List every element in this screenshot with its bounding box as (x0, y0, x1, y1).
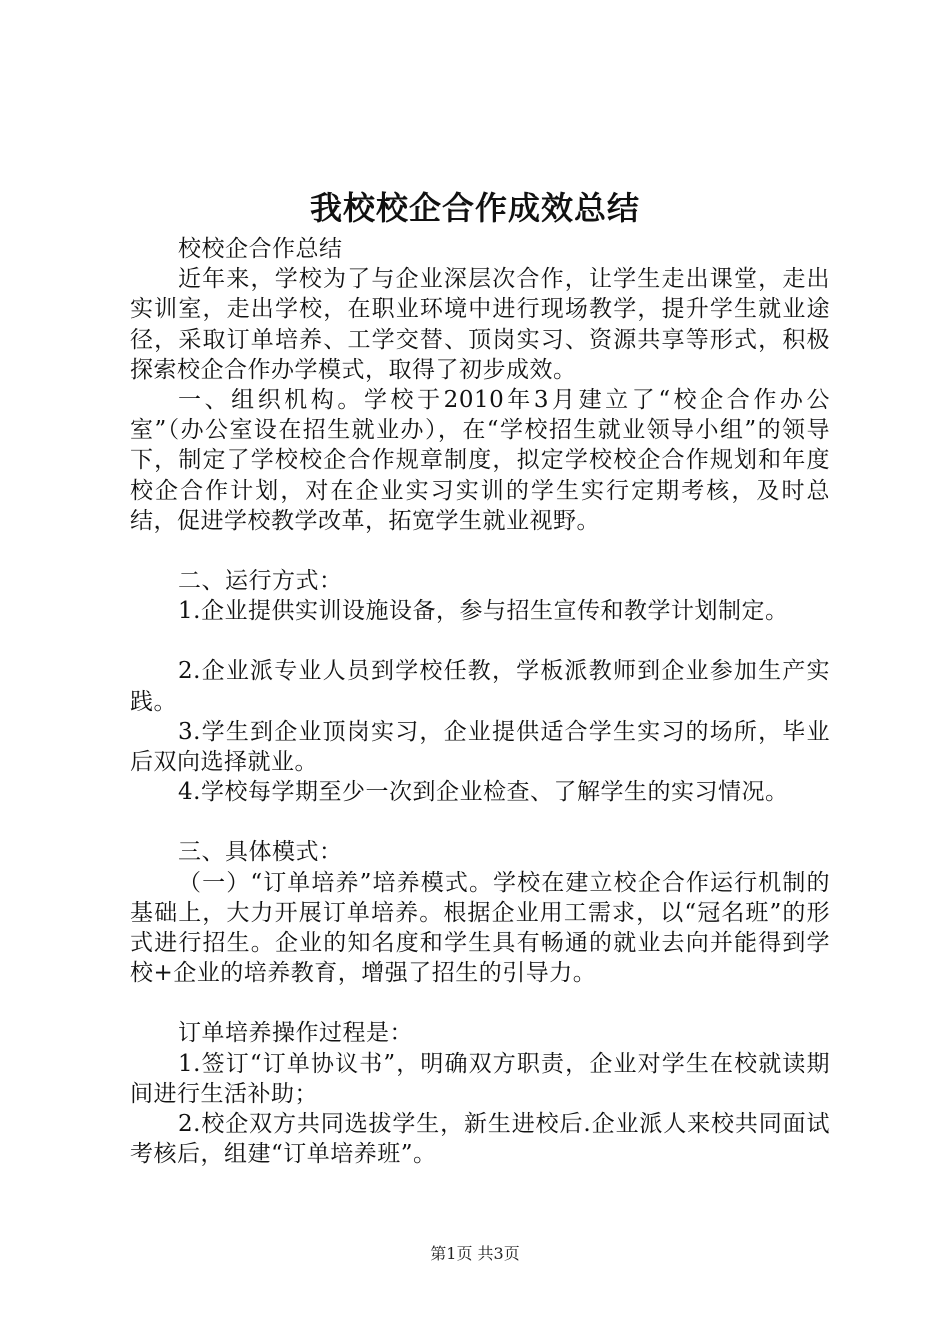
paragraph-operation-4: 4.学校每学期至少一次到企业检查、了解学生的实习情况。 (178, 779, 789, 806)
paragraph-order-training: （一）“订单培养”培养模式。学校在建立校企合作运行机制的基础上，大力开展订单培养。根据企业用工需求，以“冠名班”的形式进行招生。企业的知名度和学生具有畅通的就业去向并能得到学校+企业的培养教育，增强了招生的引导力。 (130, 869, 830, 987)
paragraph-operation-3: 3.学生到企业顶岗实习，企业提供适合学生实习的场所，毕业后双向选择就业。 (130, 718, 830, 776)
heading-operation-mode: 二、运行方式： (178, 568, 343, 595)
paragraph-intro: 近年来，学校为了与企业深层次合作，让学生走出课堂，走出实训室，走出学校，在职业环境中进行现场教学，提升学生就业途径，采取订单培养、工学交替、顶岗实习、资源共享等形式，积极探索校企合作办学模式，取得了初步成效。 (130, 266, 830, 383)
paragraph-organization: 一、组织机构。学校于2010年3月建立了“校企合作办公室”（办公室设在招生就业办），在“学校招生就业领导小组”的领导下，制定了学校校企合作规章制度，拟定学校校企合作规划和年度校企合作计划，对在企业实习实训的学生实行定期考核，及时总结，促进学校教学改革，拓宽学生就业视野。 (130, 387, 830, 534)
paragraph-gap (130, 988, 830, 1018)
document-title: 我校校企合作成效总结 (309, 189, 640, 227)
paragraph-order-step-1: 1.签订“订单协议书”，明确双方职责，企业对学生在校就读期间进行生活补助； (130, 1050, 830, 1107)
paragraph-subtitle: 校校企合作总结 (178, 236, 343, 262)
heading-order-process: 订单培养操作过程是： (178, 1020, 413, 1047)
paragraph-gap (130, 536, 830, 566)
document-body (130, 234, 830, 1169)
page-number-footer: 第1页 共3页 (430, 1244, 520, 1263)
paragraph-order-step-2: 2.校企双方共同选拔学生，新生进校后.企业派人来校共同面试考核后，组建“订单培养班”。 (130, 1111, 830, 1168)
paragraph-gap (130, 626, 830, 656)
paragraph-operation-1: 1.企业提供实训设施设备，参与招生宣传和教学计划制定。 (178, 598, 789, 625)
paragraph-gap (130, 807, 830, 837)
heading-specific-mode: 三、具体模式： (178, 839, 343, 866)
paragraph-operation-2: 2.企业派专业人员到学校任教，学板派教师到企业参加生产实践。 (130, 658, 830, 715)
